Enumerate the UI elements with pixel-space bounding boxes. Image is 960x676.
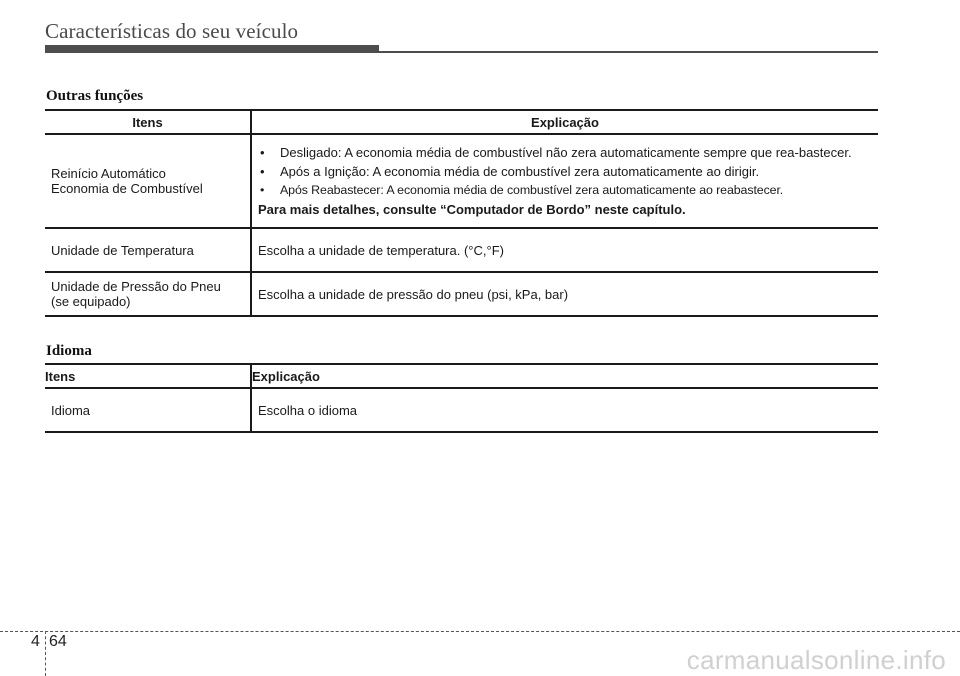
chapter-title: Características do seu veículo bbox=[45, 19, 299, 43]
explanation-cell: Escolha a unidade de temperatura. (°C,°F) bbox=[251, 228, 878, 272]
explanation-cell bbox=[251, 134, 878, 228]
outras-funcoes-table bbox=[45, 109, 878, 317]
page-number: 64 bbox=[49, 633, 67, 650]
chapter-number: 4 bbox=[31, 633, 40, 650]
bullet-item: • Desligado: A economia média de combustível não zera automaticamente sempre que rea-bastecer. bbox=[258, 145, 872, 160]
header-rule bbox=[379, 51, 878, 53]
column-header-explicacao: Explicação bbox=[251, 364, 878, 388]
item-label-line: Economia de Combustível bbox=[51, 181, 203, 196]
table-row bbox=[45, 228, 878, 272]
explanation-bullet-list bbox=[258, 145, 872, 198]
table-header-row bbox=[45, 110, 878, 134]
watermark: carmanualsonline.info bbox=[686, 645, 946, 675]
item-label-line: Reinício Automático bbox=[51, 166, 166, 181]
item-label-line: Unidade de Temperatura bbox=[51, 242, 194, 258]
table-row bbox=[45, 272, 878, 316]
column-header-itens: Itens bbox=[45, 110, 251, 134]
item-cell bbox=[45, 272, 251, 316]
item-cell bbox=[45, 134, 251, 228]
table-row bbox=[45, 134, 878, 228]
footer-dashed-rule bbox=[0, 631, 960, 632]
item-label-line: (se equipado) bbox=[51, 294, 131, 309]
table-header-row bbox=[45, 364, 878, 388]
section-title-idioma: Idioma bbox=[46, 343, 92, 359]
bullet-item: • Após Reabastecer: A economia média de combustível zera automaticamente ao reabastecer. bbox=[258, 183, 872, 198]
explanation-cell: Escolha o idioma bbox=[251, 388, 878, 432]
item-label-line: Unidade de Pressão do Pneu bbox=[51, 279, 221, 294]
idioma-table bbox=[45, 363, 878, 433]
column-header-explicacao: Explicação bbox=[251, 110, 878, 134]
item-cell bbox=[45, 228, 251, 272]
header-bar bbox=[45, 45, 379, 53]
footer-dashed-divider bbox=[45, 631, 46, 676]
item-cell: Idioma bbox=[45, 388, 251, 432]
bullet-item: • Após a Ignição: A economia média de combustível zera automaticamente ao dirigir. bbox=[258, 164, 872, 179]
explanation-cell: Escolha a unidade de pressão do pneu (psi, kPa, bar) bbox=[251, 272, 878, 316]
reference-note: Para mais detalhes, consulte “Computador de Bordo” neste capítulo. bbox=[258, 202, 686, 217]
table-row bbox=[45, 388, 878, 432]
column-header-itens: Itens bbox=[45, 364, 251, 388]
section-title-outras-funcoes: Outras funções bbox=[46, 88, 144, 104]
